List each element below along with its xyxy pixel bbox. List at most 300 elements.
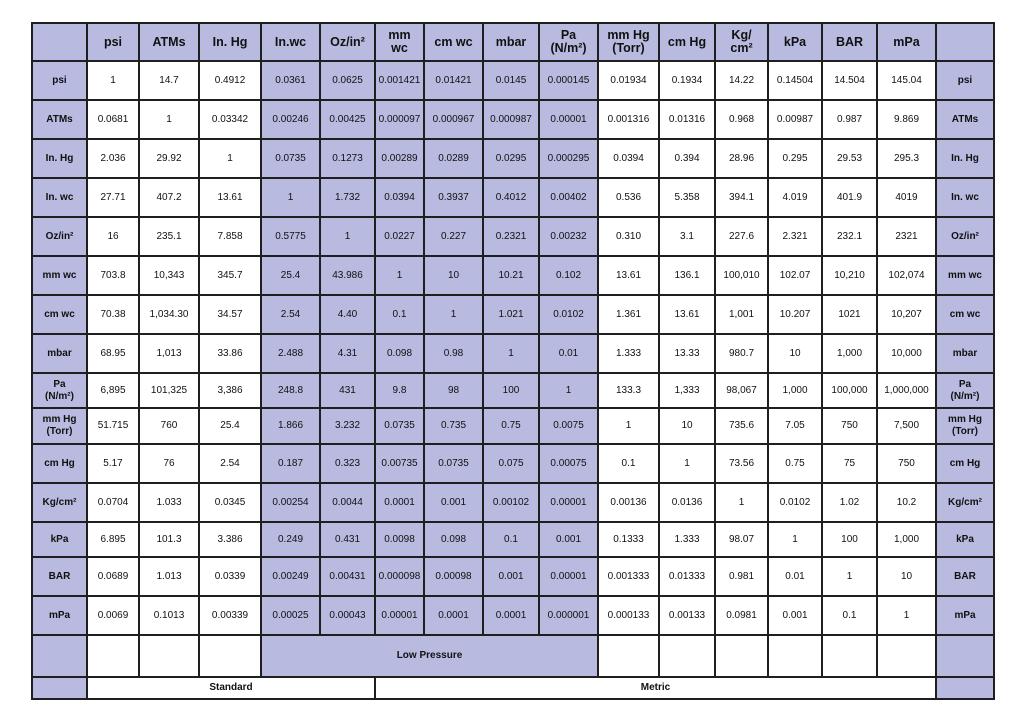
blank-cell [659,635,715,677]
table-row [32,557,994,596]
value-cell: 0.000967 [424,100,483,139]
value-cell: 98,067 [715,373,768,408]
value-cell: 0.00098 [424,557,483,596]
value-cell: 6.895 [87,522,139,557]
group-corner [32,677,87,699]
value-cell: 0.1 [483,522,539,557]
value-cell: 0.000097 [375,100,424,139]
value-cell: 1,000 [768,373,822,408]
value-cell: 100,000 [822,373,877,408]
value-cell: 1.02 [822,483,877,522]
column-header: Oz/in² [320,23,375,61]
value-cell: 0.0102 [539,295,598,334]
value-cell: 1,000,000 [877,373,936,408]
value-cell: 0.295 [768,139,822,178]
value-cell: 0.0394 [375,178,424,217]
blank-cell [715,635,768,677]
value-cell: 0.01333 [659,557,715,596]
value-cell: 1 [768,522,822,557]
row-label-right: BAR [936,557,994,596]
value-cell: 0.00136 [598,483,659,522]
value-cell: 0.0145 [483,61,539,100]
pressure-conversion-sheet [31,22,993,700]
corner-cell [32,23,87,61]
value-cell: 0.000001 [539,596,598,635]
value-cell: 1 [598,408,659,444]
value-cell: 0.0981 [715,596,768,635]
value-cell: 1,034.30 [139,295,199,334]
pressure-conversion-table [31,22,995,700]
value-cell: 76 [139,444,199,483]
value-cell: 0.1013 [139,596,199,635]
row-label: psi [32,61,87,100]
value-cell: 9.8 [375,373,424,408]
value-cell: 0.1934 [659,61,715,100]
value-cell: 100 [483,373,539,408]
row-label-right: In. Hg [936,139,994,178]
column-header: Pa (N/m²) [539,23,598,61]
blank-cell [87,635,139,677]
column-header: cm wc [424,23,483,61]
value-cell: 0.2321 [483,217,539,256]
value-cell: 1021 [822,295,877,334]
value-cell: 1 [539,373,598,408]
row-label: In. Hg [32,139,87,178]
value-cell: 0.0361 [261,61,320,100]
value-cell: 4.019 [768,178,822,217]
value-cell: 0.4912 [199,61,261,100]
row-label-right: cm wc [936,295,994,334]
value-cell: 980.7 [715,334,768,373]
value-cell: 33.86 [199,334,261,373]
table-body [32,23,994,699]
table-row [32,61,994,100]
value-cell: 0.00254 [261,483,320,522]
value-cell: 1 [715,483,768,522]
blank-label-cell [936,635,994,677]
value-cell: 1 [375,256,424,295]
value-cell: 0.000295 [539,139,598,178]
value-cell: 0.00249 [261,557,320,596]
value-cell: 0.00232 [539,217,598,256]
value-cell: 0.00001 [375,596,424,635]
value-cell: 0.4012 [483,178,539,217]
value-cell: 0.00246 [261,100,320,139]
value-cell: 0.00289 [375,139,424,178]
value-cell: 0.0044 [320,483,375,522]
value-cell: 0.75 [483,408,539,444]
value-cell: 0.968 [715,100,768,139]
column-header: Kg/ cm² [715,23,768,61]
blank-cell [877,635,936,677]
value-cell: 1 [87,61,139,100]
value-cell: 4.40 [320,295,375,334]
value-cell: 0.01 [539,334,598,373]
row-label-right: mm wc [936,256,994,295]
table-row [32,408,994,444]
value-cell: 0.00075 [539,444,598,483]
column-header: In. Hg [199,23,261,61]
value-cell: 0.0001 [424,596,483,635]
low-pressure-row [32,635,994,677]
value-cell: 0.001 [539,522,598,557]
value-cell: 10 [424,256,483,295]
value-cell: 1,333 [659,373,715,408]
value-cell: 0.00025 [261,596,320,635]
value-cell: 0.227 [424,217,483,256]
value-cell: 14.22 [715,61,768,100]
value-cell: 0.075 [483,444,539,483]
value-cell: 2.54 [199,444,261,483]
value-cell: 98.07 [715,522,768,557]
value-cell: 0.01 [768,557,822,596]
value-cell: 1 [261,178,320,217]
value-cell: 0.987 [822,100,877,139]
value-cell: 0.03342 [199,100,261,139]
value-cell: 43.986 [320,256,375,295]
value-cell: 0.00339 [199,596,261,635]
value-cell: 101,325 [139,373,199,408]
row-label: cm Hg [32,444,87,483]
value-cell: 0.00425 [320,100,375,139]
table-row [32,444,994,483]
value-cell: 1.333 [598,334,659,373]
value-cell: 0.75 [768,444,822,483]
row-label: mbar [32,334,87,373]
value-cell: 0.0689 [87,557,139,596]
row-label-right: mm Hg (Torr) [936,408,994,444]
value-cell: 28.96 [715,139,768,178]
value-cell: 68.95 [87,334,139,373]
value-cell: 750 [877,444,936,483]
value-cell: 295.3 [877,139,936,178]
value-cell: 0.5775 [261,217,320,256]
value-cell: 401.9 [822,178,877,217]
value-cell: 7.05 [768,408,822,444]
column-header: mbar [483,23,539,61]
value-cell: 14.7 [139,61,199,100]
low-pressure-label: Low Pressure [261,635,598,677]
value-cell: 0.0102 [768,483,822,522]
value-cell: 0.000098 [375,557,424,596]
value-cell: 0.735 [424,408,483,444]
value-cell: 0.00402 [539,178,598,217]
value-cell: 1,000 [822,334,877,373]
value-cell: 100,010 [715,256,768,295]
value-cell: 1.732 [320,178,375,217]
value-cell: 0.000145 [539,61,598,100]
value-cell: 10 [659,408,715,444]
row-label-right: mbar [936,334,994,373]
row-label: mm wc [32,256,87,295]
column-header: In.wc [261,23,320,61]
row-label: mPa [32,596,87,635]
blank-cell [199,635,261,677]
group-corner [936,677,994,699]
value-cell: 10.207 [768,295,822,334]
value-cell: 407.2 [139,178,199,217]
value-cell: 101.3 [139,522,199,557]
value-cell: 0.001 [768,596,822,635]
value-cell: 1 [424,295,483,334]
value-cell: 0.981 [715,557,768,596]
value-cell: 133.3 [598,373,659,408]
value-cell: 3,386 [199,373,261,408]
column-header: ATMs [139,23,199,61]
table-row [32,256,994,295]
value-cell: 0.1 [375,295,424,334]
value-cell: 73.56 [715,444,768,483]
value-cell: 0.0098 [375,522,424,557]
value-cell: 51.715 [87,408,139,444]
value-cell: 0.00001 [539,100,598,139]
value-cell: 0.000987 [483,100,539,139]
value-cell: 0.00001 [539,557,598,596]
value-cell: 1 [483,334,539,373]
group-row [32,677,994,699]
value-cell: 1.333 [659,522,715,557]
value-cell: 1.013 [139,557,199,596]
row-label-right: Kg/cm² [936,483,994,522]
value-cell: 735.6 [715,408,768,444]
header-row [32,23,994,61]
value-cell: 0.323 [320,444,375,483]
value-cell: 0.01316 [659,100,715,139]
value-cell: 7,500 [877,408,936,444]
value-cell: 0.0345 [199,483,261,522]
value-cell: 0.001333 [598,557,659,596]
value-cell: 0.0227 [375,217,424,256]
value-cell: 1,013 [139,334,199,373]
value-cell: 4.31 [320,334,375,373]
value-cell: 10,210 [822,256,877,295]
value-cell: 431 [320,373,375,408]
value-cell: 1,001 [715,295,768,334]
row-label-right: In. wc [936,178,994,217]
value-cell: 27.71 [87,178,139,217]
value-cell: 1 [659,444,715,483]
value-cell: 10,207 [877,295,936,334]
value-cell: 760 [139,408,199,444]
blank-cell [768,635,822,677]
value-cell: 3.232 [320,408,375,444]
value-cell: 0.536 [598,178,659,217]
value-cell: 0.0681 [87,100,139,139]
value-cell: 0.249 [261,522,320,557]
table-row [32,522,994,557]
value-cell: 0.0735 [375,408,424,444]
table-row [32,139,994,178]
value-cell: 5.358 [659,178,715,217]
value-cell: 1 [139,100,199,139]
value-cell: 0.310 [598,217,659,256]
value-cell: 0.0735 [261,139,320,178]
value-cell: 0.1 [822,596,877,635]
value-cell: 0.0001 [483,596,539,635]
row-label: Pa (N/m²) [32,373,87,408]
value-cell: 0.1273 [320,139,375,178]
row-label: ATMs [32,100,87,139]
value-cell: 232.1 [822,217,877,256]
value-cell: 248.8 [261,373,320,408]
value-cell: 1.361 [598,295,659,334]
value-cell: 3.386 [199,522,261,557]
row-label-right: Pa (N/m²) [936,373,994,408]
column-header: kPa [768,23,822,61]
value-cell: 1 [877,596,936,635]
value-cell: 1,000 [877,522,936,557]
row-label-right: cm Hg [936,444,994,483]
value-cell: 75 [822,444,877,483]
value-cell: 0.00987 [768,100,822,139]
value-cell: 70.38 [87,295,139,334]
row-label: mm Hg (Torr) [32,408,87,444]
value-cell: 9.869 [877,100,936,139]
value-cell: 10.21 [483,256,539,295]
column-header: mPa [877,23,936,61]
value-cell: 7.858 [199,217,261,256]
value-cell: 0.00133 [659,596,715,635]
value-cell: 0.00431 [320,557,375,596]
blank-label-cell [32,635,87,677]
value-cell: 0.01421 [424,61,483,100]
row-label: Oz/in² [32,217,87,256]
column-header: psi [87,23,139,61]
value-cell: 0.0289 [424,139,483,178]
row-label: BAR [32,557,87,596]
value-cell: 394.1 [715,178,768,217]
value-cell: 145.04 [877,61,936,100]
value-cell: 0.0136 [659,483,715,522]
row-label: kPa [32,522,87,557]
value-cell: 0.0625 [320,61,375,100]
value-cell: 1.021 [483,295,539,334]
value-cell: 1.866 [261,408,320,444]
value-cell: 0.01934 [598,61,659,100]
value-cell: 10,343 [139,256,199,295]
value-cell: 0.00001 [539,483,598,522]
column-header: cm Hg [659,23,715,61]
row-label: In. wc [32,178,87,217]
value-cell: 0.0339 [199,557,261,596]
value-cell: 0.000133 [598,596,659,635]
value-cell: 0.001 [424,483,483,522]
value-cell: 0.98 [424,334,483,373]
value-cell: 16 [87,217,139,256]
table-row [32,295,994,334]
value-cell: 98 [424,373,483,408]
value-cell: 0.098 [375,334,424,373]
table-row [32,100,994,139]
value-cell: 25.4 [199,408,261,444]
value-cell: 235.1 [139,217,199,256]
value-cell: 0.00043 [320,596,375,635]
value-cell: 227.6 [715,217,768,256]
value-cell: 13.33 [659,334,715,373]
value-cell: 29.53 [822,139,877,178]
value-cell: 0.102 [539,256,598,295]
column-header: mm wc [375,23,424,61]
value-cell: 0.187 [261,444,320,483]
value-cell: 0.001 [483,557,539,596]
row-label-right: ATMs [936,100,994,139]
table-row [32,178,994,217]
value-cell: 0.1333 [598,522,659,557]
table-row [32,483,994,522]
value-cell: 1 [822,557,877,596]
value-cell: 0.14504 [768,61,822,100]
value-cell: 0.001421 [375,61,424,100]
column-header: mm Hg (Torr) [598,23,659,61]
value-cell: 750 [822,408,877,444]
value-cell: 102.07 [768,256,822,295]
value-cell: 5.17 [87,444,139,483]
value-cell: 6,895 [87,373,139,408]
value-cell: 0.0295 [483,139,539,178]
value-cell: 0.1 [598,444,659,483]
value-cell: 4019 [877,178,936,217]
value-cell: 0.098 [424,522,483,557]
value-cell: 100 [822,522,877,557]
value-cell: 25.4 [261,256,320,295]
value-cell: 10 [877,557,936,596]
row-label-right: kPa [936,522,994,557]
blank-cell [139,635,199,677]
value-cell: 0.00735 [375,444,424,483]
value-cell: 2321 [877,217,936,256]
row-label: cm wc [32,295,87,334]
value-cell: 13.61 [659,295,715,334]
value-cell: 0.0704 [87,483,139,522]
table-row [32,373,994,408]
row-label-right: Oz/in² [936,217,994,256]
value-cell: 2.488 [261,334,320,373]
table-row [32,217,994,256]
value-cell: 0.0394 [598,139,659,178]
standard-group-label: Standard [87,677,375,699]
value-cell: 10 [768,334,822,373]
value-cell: 1 [320,217,375,256]
value-cell: 0.431 [320,522,375,557]
row-label-right: mPa [936,596,994,635]
value-cell: 10.2 [877,483,936,522]
value-cell: 3.1 [659,217,715,256]
value-cell: 0.0075 [539,408,598,444]
row-label-right: psi [936,61,994,100]
value-cell: 703.8 [87,256,139,295]
table-row [32,334,994,373]
value-cell: 34.57 [199,295,261,334]
value-cell: 2.54 [261,295,320,334]
value-cell: 29.92 [139,139,199,178]
value-cell: 1.033 [139,483,199,522]
table-row [32,596,994,635]
value-cell: 0.0001 [375,483,424,522]
value-cell: 1 [199,139,261,178]
value-cell: 13.61 [598,256,659,295]
value-cell: 345.7 [199,256,261,295]
metric-group-label: Metric [375,677,936,699]
value-cell: 102,074 [877,256,936,295]
blank-cell [598,635,659,677]
value-cell: 0.3937 [424,178,483,217]
value-cell: 10,000 [877,334,936,373]
corner-cell [936,23,994,61]
value-cell: 2.321 [768,217,822,256]
value-cell: 136.1 [659,256,715,295]
value-cell: 0.0069 [87,596,139,635]
value-cell: 0.394 [659,139,715,178]
